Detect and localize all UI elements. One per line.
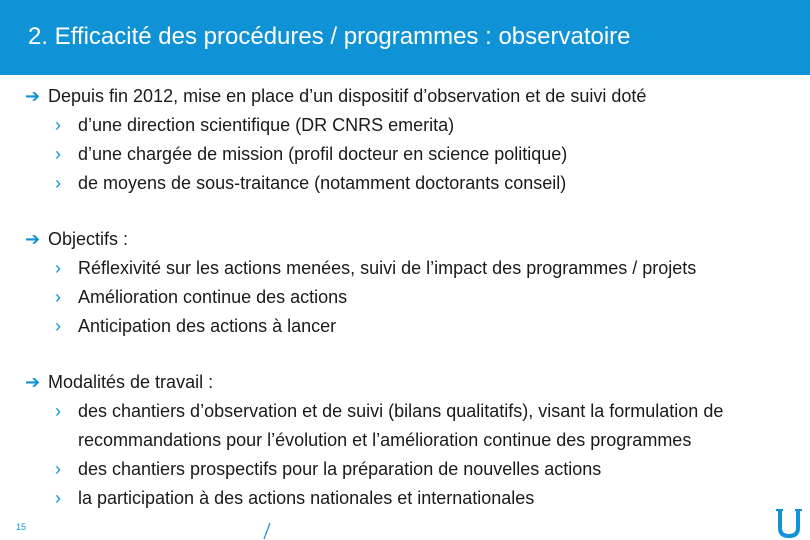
chevron-right-icon: › [55,488,61,508]
list-item [28,254,803,283]
chevron-right-icon: › [55,173,61,193]
list-item-text: Anticipation des actions à lancer [78,316,337,336]
list-item [28,140,803,169]
list-item [28,283,803,312]
slide-header [0,0,810,75]
section-heading-text: Objectifs : [48,229,129,249]
section-heading [25,368,803,397]
list-item [28,312,803,341]
list-item-text: de moyens de sous-traitance (notamment doctorants conseil) [78,173,567,193]
slide-title: 2. Efficacité des procédures / programmes : observatoire [28,23,631,50]
chevron-right-icon: › [55,459,61,479]
list-item [28,111,803,140]
list-item [28,169,803,198]
list-item [28,455,803,484]
section-heading-text: Modalités de travail : [48,372,214,392]
section-modalites [25,368,803,513]
page-number: 15 [16,522,27,532]
list-item-text: Réflexivité sur les actions menées, suivi de l’impact des programmes / projets [78,258,697,278]
arrow-right-icon: ➔ [25,86,41,106]
section-heading [25,225,803,254]
arrow-right-icon: ➔ [25,229,41,249]
list-item-text: d’une direction scientifique (DR CNRS emerita) [78,115,455,135]
chevron-right-icon: › [55,144,61,164]
list-item [28,397,803,455]
chevron-right-icon: › [55,287,61,307]
chevron-right-icon: › [55,316,61,336]
section-heading [25,82,803,111]
list-item-text: la participation à des actions nationales et internationales [78,488,535,508]
list-item-text: Amélioration continue des actions [78,287,348,307]
list-item-text: des chantiers d’observation et de suivi (bilans qualitatifs), visant la formulation de recommandations pour l’évolution et l’amélioration continue des programmes [78,401,724,450]
divider-slash-icon [262,522,272,540]
arrow-right-icon: ➔ [25,372,41,392]
university-logo-icon [774,506,804,540]
list-item [28,484,803,513]
section-objectifs [25,225,803,341]
list-item-text: des chantiers prospectifs pour la préparation de nouvelles actions [78,459,602,479]
section-dispositif [25,82,803,198]
chevron-right-icon: › [55,258,61,278]
chevron-right-icon: › [55,401,61,421]
chevron-right-icon: › [55,115,61,135]
list-item-text: d’une chargée de mission (profil docteur en science politique) [78,144,568,164]
section-heading-text: Depuis fin 2012, mise en place d’un dispositif d’observation et de suivi doté [48,86,647,106]
